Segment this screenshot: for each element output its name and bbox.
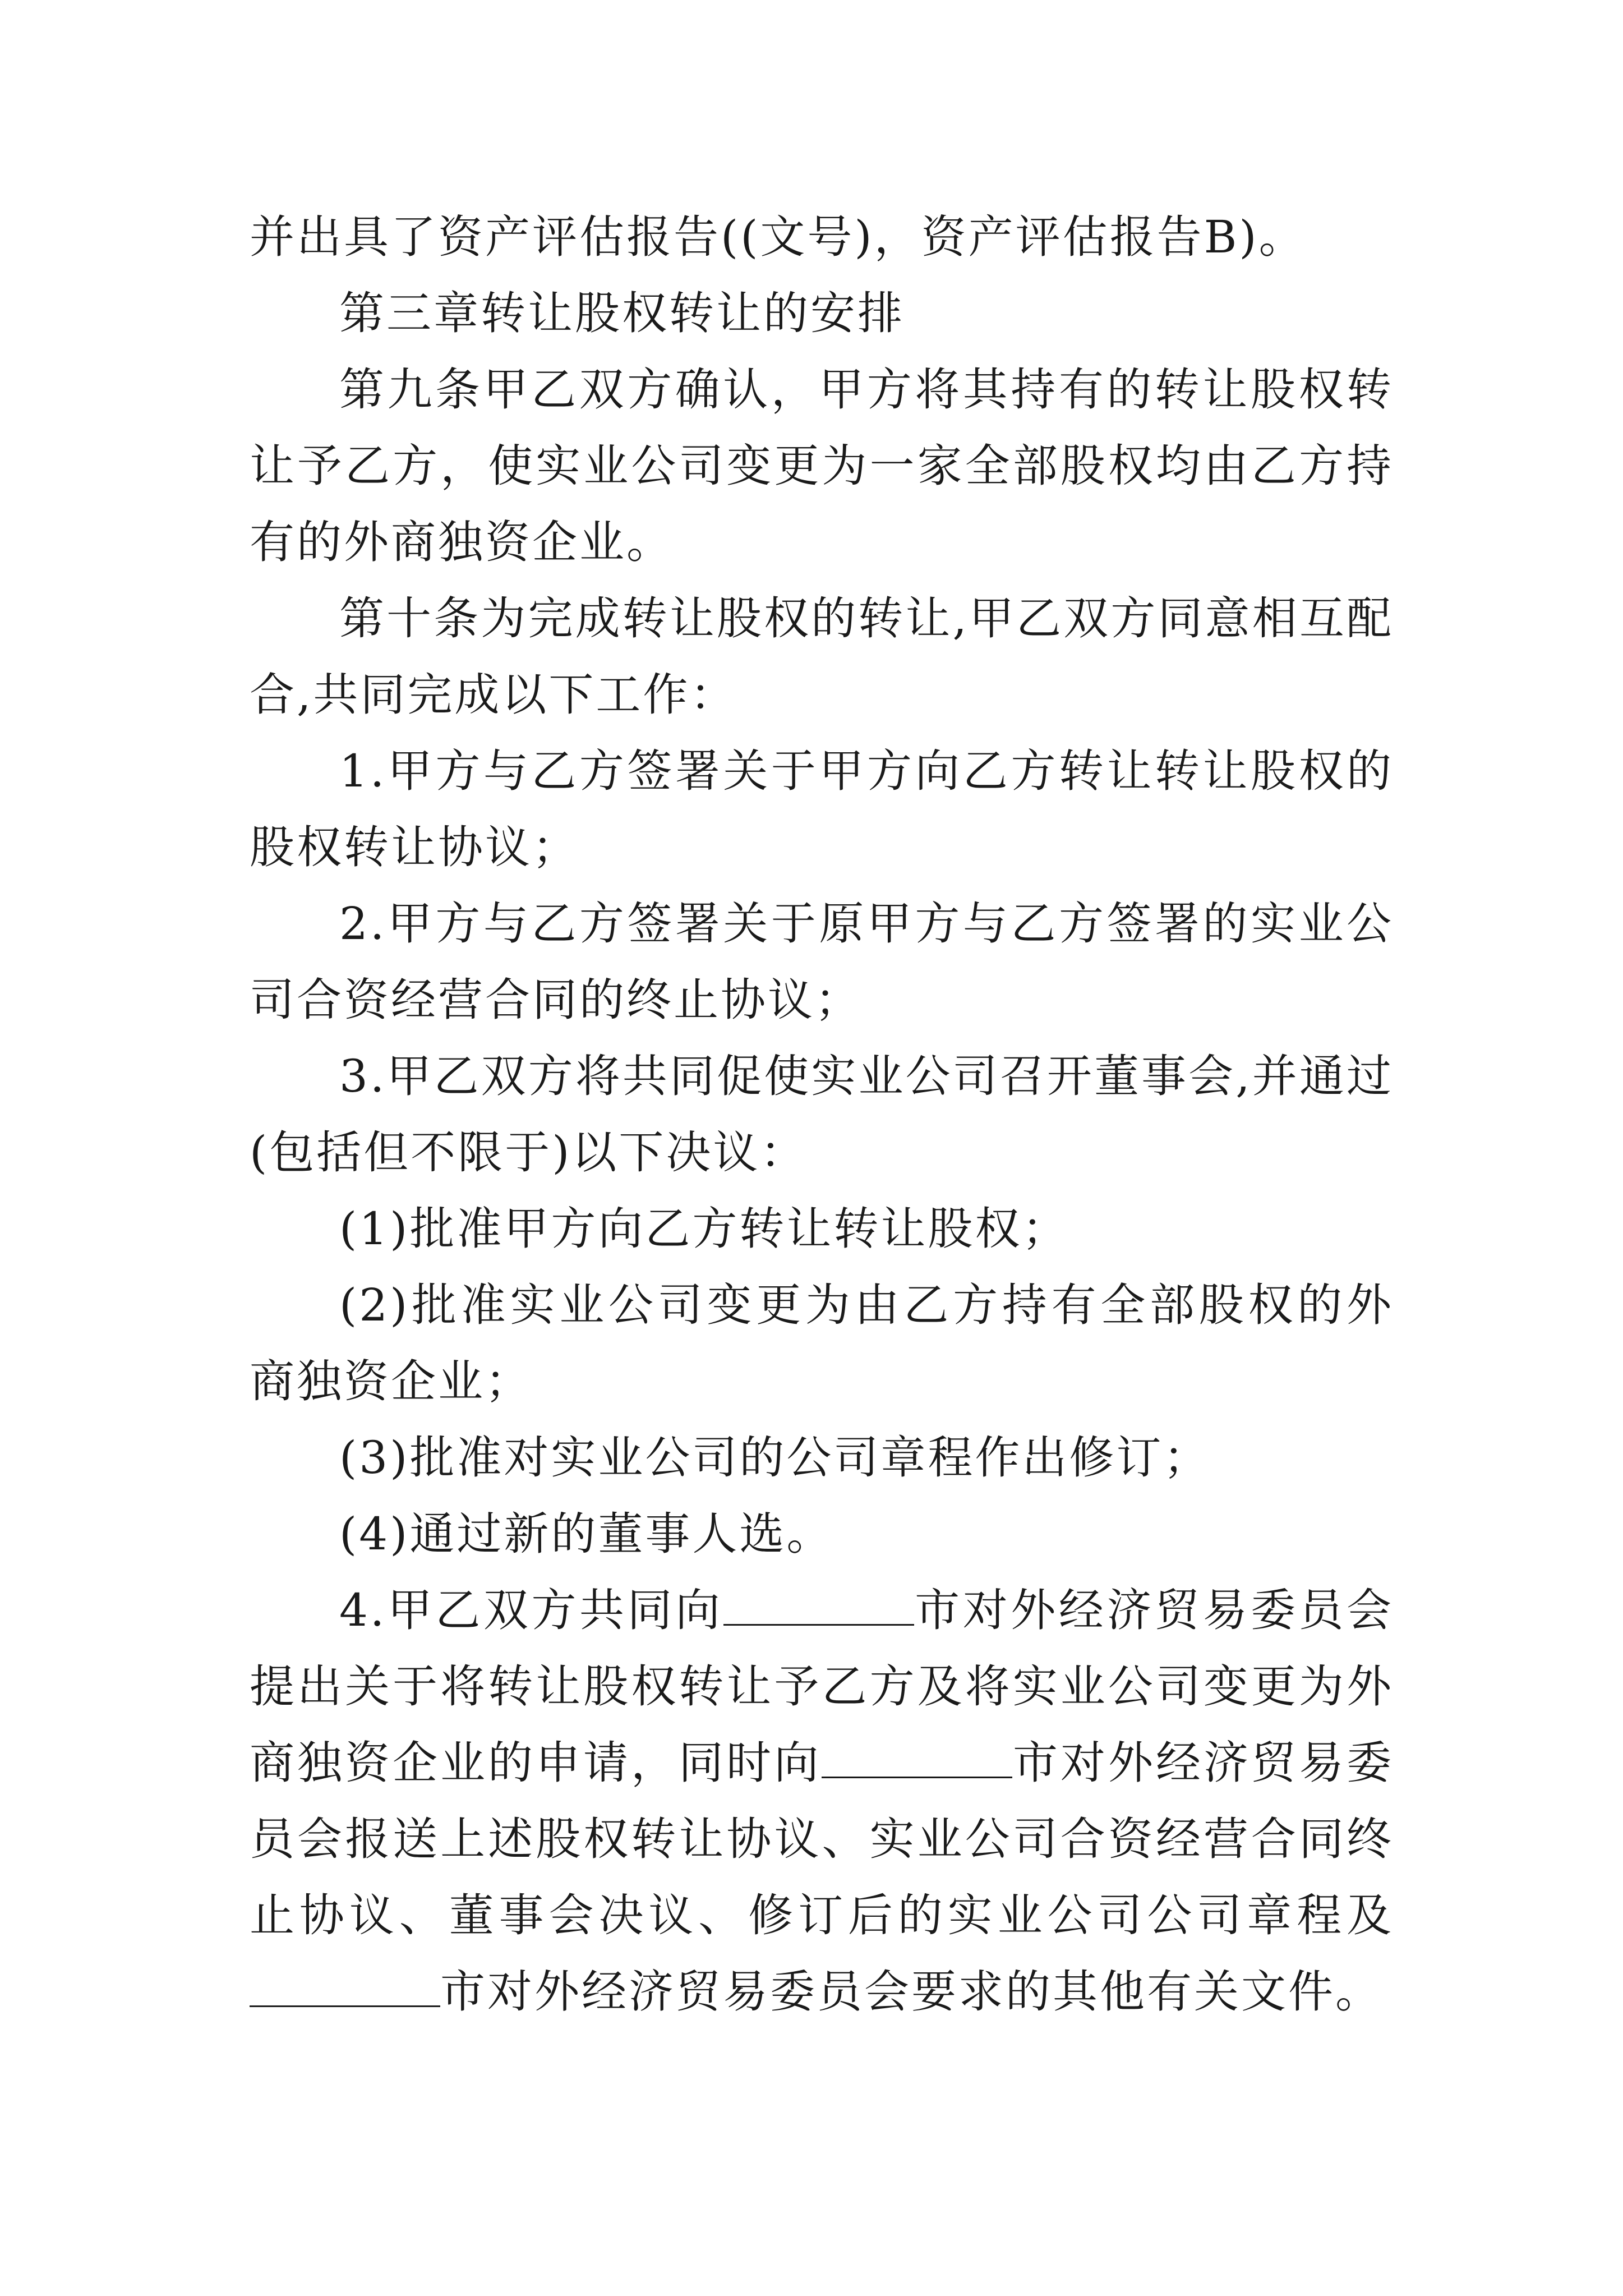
list-item-4-part-1: 4.甲乙双方共同向 xyxy=(339,1584,723,1636)
list-item-4-part-3: 市对外经济贸易委员会报送上述股权转让协议、实业公司合资经营合同终止协议、董事会决议、修订后的实业公司公司章程及 xyxy=(250,1737,1394,1941)
chapter-heading: 第三章转让股权转让的安排 xyxy=(339,287,905,339)
article-9: 第九条甲乙双方确认，甲方将其持有的转让股权转让予乙方，使实业公司变更为一家全部股权均由乙方持有的外商独资企业。 xyxy=(250,364,1394,568)
fill-in-blank xyxy=(723,1585,914,1626)
fill-in-blank xyxy=(250,1966,440,2007)
article-10: 第十条为完成转让股权的转让,甲乙双方同意相互配合,共同完成以下工作： xyxy=(250,592,1394,721)
sub-item-1: (1)批准甲方向乙方转让转让股权； xyxy=(339,1203,1069,1255)
fill-in-blank xyxy=(822,1737,1012,1778)
list-item-4 xyxy=(250,1572,1394,2030)
sub-item-4: (4)通过新的董事人选。 xyxy=(339,1508,834,1560)
list-item-4-part-4: 市对外经济贸易委员会要求的其他有关文件。 xyxy=(440,1966,1382,2018)
paragraph-continuation: 并出具了资产评估报告((文号)，资产评估报告B)。 xyxy=(250,211,1306,263)
list-item-1: 1.甲方与乙方签署关于甲方向乙方转让转让股权的股权转让协议； xyxy=(250,745,1394,873)
sub-item-3: (3)批准对实业公司的公司章程作出修订； xyxy=(339,1432,1211,1484)
list-item-2: 2.甲方与乙方签署关于原甲方与乙方签署的实业公司合资经营合同的终止协议； xyxy=(250,898,1394,1026)
list-item-3: 3.甲乙双方将共同促使实业公司召开董事会,并通过(包括但不限于)以下决议： xyxy=(250,1050,1394,1179)
list-item-4-part-2: 市对外经济贸易委员会提出关于将转让股权转让予乙方及将实业公司变更为外商独资企业的申请，同时向 xyxy=(250,1584,1394,1789)
document-body xyxy=(250,199,1394,2030)
sub-item-2: (2)批准实业公司变更为由乙方持有全部股权的外商独资企业； xyxy=(250,1279,1394,1407)
